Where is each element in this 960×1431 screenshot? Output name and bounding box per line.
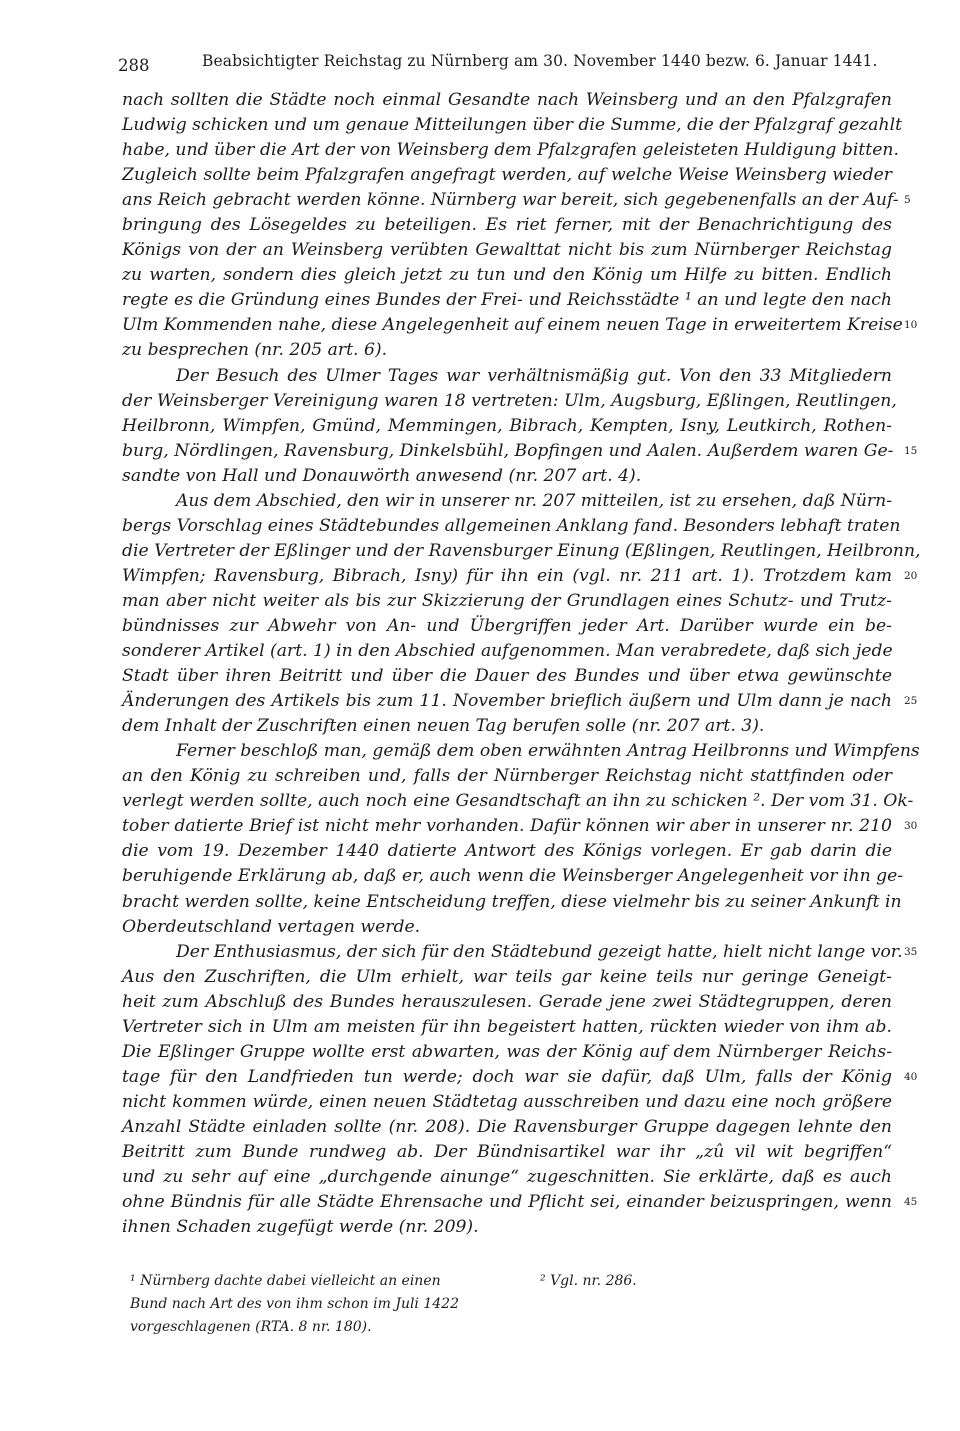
- text-line: die vom 19. Dezember 1440 datierte Antwort des Königs vorlegen. Er gab darin die: [122, 841, 892, 862]
- text-line: Aus den Zuschriften, die Ulm erhielt, war teils gar keine teils nur geringe Geneigt-: [122, 966, 892, 987]
- text-line: Aus dem Abschied, den wir in unserer nr. 207 mitteilen, ist zu ersehen, daß Nürn-: [176, 490, 892, 511]
- text-line: Stadt über ihren Beitritt und über die Dauer des Bundes und über etwa gewünschte: [122, 666, 892, 687]
- text-line: sonderer Artikel (art. 1) in den Abschied aufgenommen. Man verabredete, daß sich jede: [122, 641, 893, 662]
- running-title: Beabsichtigter Reichstag zu Nürnberg am 30. November 1440 bezw. 6. Januar 1441.: [202, 52, 878, 70]
- text-line: bringung des Lösegeldes zu beteiligen. Es riet ferner, mit der Benachrichtigung des: [122, 215, 892, 236]
- line-number: 10: [904, 319, 918, 332]
- footnote-1: [130, 1270, 502, 1339]
- line-number: 15: [904, 444, 918, 457]
- text-line: dem Inhalt der Zuschriften einen neuen Tag berufen solle (nr. 207 art. 3).: [122, 716, 765, 737]
- footnote-line: Bund nach Art des von ihm schon im Juli 1422: [130, 1296, 459, 1312]
- text-line: an den König zu schreiben und, falls der Nürnberger Reichstag nicht stattfinden oder: [122, 766, 892, 787]
- text-line: man aber nicht weiter als bis zur Skizzierung der Grundlagen eines Schutz- und Trutz-: [122, 590, 892, 611]
- body-text: [122, 88, 921, 1240]
- text-line: Heilbronn, Wimpfen, Gmünd, Memmingen, Bibrach, Kempten, Isny, Leutkirch, Rothen-: [122, 415, 892, 436]
- text-line: nach sollten die Städte noch einmal Gesandte nach Weinsberg und an den Pfalzgrafen: [122, 90, 892, 110]
- text-line: und zu sehr auf eine „durchgende ainunge“ zugeschnitten. Sie erklärte, daß es auch: [122, 1167, 892, 1188]
- text-line: sandte von Hall und Donauwörth anwesend (nr. 207 art. 4).: [122, 465, 642, 486]
- text-line: heit zum Abschluß des Bundes herauszulesen. Gerade jene zwei Städtegruppen, deren: [122, 991, 892, 1012]
- text-line: Die Eßlinger Gruppe wollte erst abwarten, was der König auf dem Nürnberger Reichs-: [122, 1041, 892, 1062]
- line-number: 20: [904, 569, 918, 582]
- text-line: habe, und über die Art der von Weinsberg dem Pfalzgrafen geleisteten Huldigung bitten.: [122, 140, 899, 161]
- text-line: die Vertreter der Eßlinger und der Ravensburger Einung (Eßlingen, Reutlingen, Heilbronn,: [122, 540, 921, 561]
- text-line: ans Reich gebracht werden könne. Nürnberg war bereit, sich gegebenenfalls an der Auf- 5: [122, 188, 892, 213]
- text-line: regte es die Gründung eines Bundes der Frei- und Reichsstädte ¹ an und legte den nach: [122, 290, 892, 311]
- text-line: Wimpfen; Ravensburg, Bibrach, Isny) für ihn ein (vgl. nr. 211 art. 1). Trotzdem kam 20: [122, 564, 892, 589]
- page-number: 288: [118, 56, 150, 75]
- text-line: Der Besuch des Ulmer Tages war verhältnismäßig gut. Von den 33 Mitgliedern: [176, 365, 892, 386]
- text-line: ohne Bündnis für alle Städte Ehrensache und Pflicht sei, einander beizuspringen, wenn 45: [122, 1190, 892, 1215]
- text-line: tage für den Landfrieden tun werde; doch war sie dafür, daß Ulm, falls der König 40: [122, 1065, 892, 1090]
- text-line: nicht kommen würde, einen neuen Städtetag ausschreiben und dazu eine noch größere: [122, 1091, 892, 1112]
- footnote-2: [540, 1270, 740, 1293]
- text-line: bündnisses zur Abwehr von An- und Übergriffen jeder Art. Darüber wurde ein be-: [122, 615, 892, 636]
- line-number: 25: [904, 695, 918, 708]
- line-number: 35: [904, 945, 918, 958]
- line-number: 45: [904, 1196, 918, 1209]
- text-line: tober datierte Brief ist nicht mehr vorhanden. Dafür können wir aber in unserer nr. 210 30: [122, 814, 892, 839]
- text-line: Ferner beschloß man, gemäß dem oben erwähnten Antrag Heilbronns und Wimpfens: [176, 741, 920, 762]
- text-line: der Weinsberger Vereinigung waren 18 vertreten: Ulm, Augsburg, Eßlingen, Reutlingen,: [122, 390, 897, 411]
- text-line: bergs Vorschlag eines Städtebundes allgemeinen Anklang fand. Besonders lebhaft traten: [122, 515, 901, 536]
- line-number: 40: [904, 1070, 918, 1083]
- footnote-line: ² Vgl. nr. 286.: [540, 1273, 637, 1289]
- text-line: burg, Nördlingen, Ravensburg, Dinkelsbühl, Bopfingen und Aalen. Außerdem waren Ge- 15: [122, 439, 892, 464]
- text-line: Ulm Kommenden nahe, diese Angelegenheit auf einem neuen Tage in erweitertem Kreise 10: [122, 313, 892, 338]
- text-line: Ludwig schicken und um genaue Mitteilungen über die Summe, die der Pfalzgraf gezahlt: [122, 115, 903, 136]
- footnote-line: vorgeschlagenen (RTA. 8 nr. 180).: [130, 1319, 372, 1335]
- text-line: Oberdeutschland vertagen werde.: [122, 916, 421, 937]
- line-number: 30: [904, 820, 918, 833]
- text-line: Königs von der an Weinsberg verübten Gewalttat nicht bis zum Nürnberger Reichstag: [122, 240, 892, 261]
- text-line: Änderungen des Artikels bis zum 11. November brieflich äußern und Ulm dann je nach 25: [122, 689, 892, 714]
- text-line: Zugleich sollte beim Pfalzgrafen angefragt werden, auf welche Weise Weinsberg wieder: [122, 165, 892, 186]
- line-number: 5: [904, 194, 911, 207]
- text-line: beruhigende Erklärung ab, daß er, auch wenn die Weinsberger Angelegenheit vor ihn ge-: [122, 866, 904, 887]
- text-line: verlegt werden sollte, auch noch eine Gesandtschaft an ihn zu schicken ². Der vom 31. Ok-: [122, 791, 914, 812]
- text-line: Beitritt zum Bunde rundweg ab. Der Bündnisartikel war ihr „zû vil wit begriffen“: [122, 1141, 892, 1162]
- text-line: Anzahl Städte einladen sollte (nr. 208). Die Ravensburger Gruppe dagegen lehnte den: [122, 1116, 892, 1137]
- text-line: Vertreter sich in Ulm am meisten für ihn begeistert hatten, rückten wieder von ihm ab.: [122, 1016, 892, 1037]
- page-header: [118, 50, 878, 80]
- text-line: ihnen Schaden zugefügt werde (nr. 209).: [122, 1217, 479, 1238]
- text-line: bracht werden sollte, keine Entscheidung treffen, diese vielmehr bis zu seiner Ankunft in: [122, 891, 902, 912]
- text-line: zu warten, sondern dies gleich jetzt zu tun und den König um Hilfe zu bitten. Endlich: [122, 265, 892, 286]
- text-line: Der Enthusiasmus, der sich für den Städtebund gezeigt hatte, hielt nicht lange vor. 35: [122, 940, 892, 965]
- text-line: zu besprechen (nr. 205 art. 6).: [122, 340, 388, 361]
- footnote-line: ¹ Nürnberg dachte dabei vielleicht an einen: [130, 1273, 441, 1289]
